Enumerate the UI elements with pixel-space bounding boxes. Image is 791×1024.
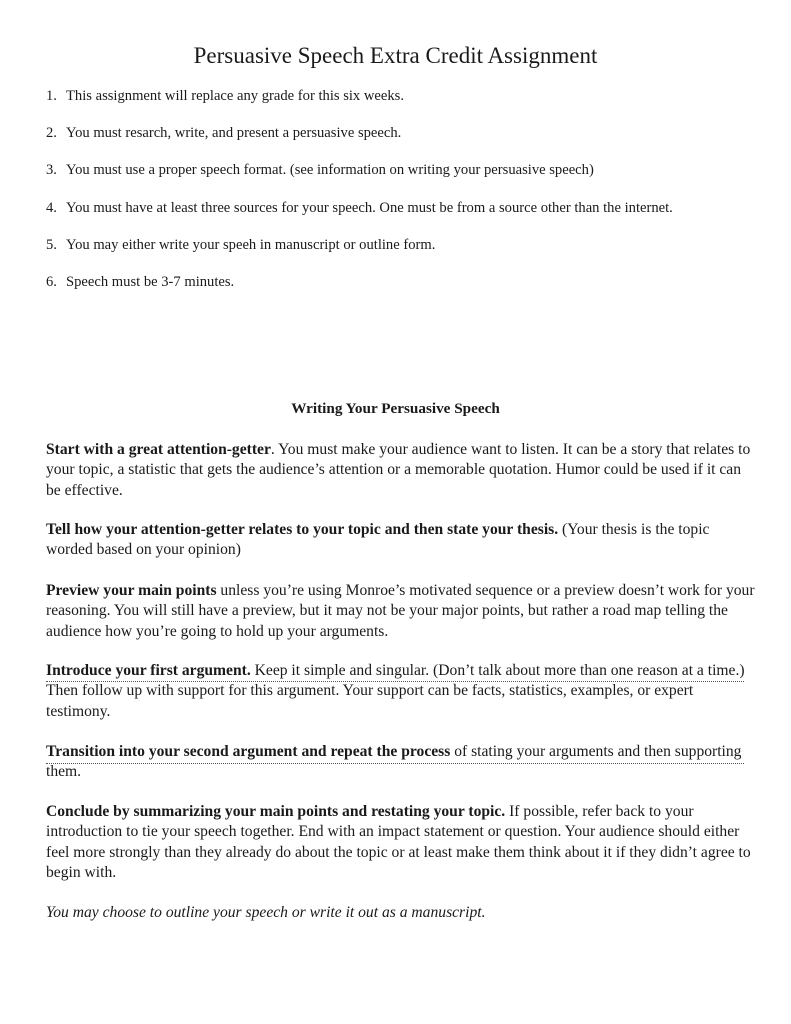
paragraph-lead: Tell how your attention-getter relates to your topic and then state your thesis.: [46, 521, 559, 538]
list-item-text: You must resarch, write, and present a persuasive speech.: [66, 125, 402, 142]
paragraph-conclusion: [46, 802, 756, 884]
list-item-number: 5.: [46, 236, 57, 253]
paragraph-body: Keep it simple and singular. (Don’t talk about more than one reason at a time.) Then follow up with support for this argument. Your support can be facts, statistics, examples, or expert testimony.: [46, 662, 745, 720]
paragraph-lead: Preview your main points: [46, 582, 217, 599]
dotted-divider: [46, 681, 744, 682]
list-item-number: 1.: [46, 88, 57, 104]
list-item-number: 4.: [46, 199, 57, 216]
list-item-text: You may either write your speeh in manuscript or outline form.: [66, 236, 436, 253]
paragraph-body: (Your thesis is the topic worded based on your opinion): [46, 521, 710, 559]
paragraph-lead: Conclude by summarizing your main points and restating your topic.: [46, 803, 506, 820]
paragraph-first-argument: [46, 661, 756, 722]
list-item-number: 3.: [46, 162, 57, 179]
paragraph-body: . You must make your audience want to listen. It can be a story that relates to your topic, a statistic that gets the audience’s attention or a memorable quotation. Humor could be used if it can be effective.: [46, 441, 751, 499]
document-title: Persuasive Speech Extra Credit Assignment: [193, 43, 598, 68]
paragraph-preview: [46, 581, 756, 642]
paragraph-thesis: [46, 520, 756, 561]
list-item-text: You must use a proper speech format. (see information on writing your persuasive speech): [66, 162, 594, 179]
list-item: [46, 123, 766, 160]
list-item: [46, 235, 766, 272]
paragraph-lead: Start with a great attention-getter: [46, 441, 271, 458]
closing-note: You may choose to outline your speech or write it out as a manuscript.: [46, 904, 486, 921]
list-item: [46, 86, 766, 123]
section-heading: Writing Your Persuasive Speech: [291, 400, 500, 417]
paragraph-body: If possible, refer back to your introduction to tie your speech together. End with an impact statement or question. Your audience should either feel more strongly than they already do about the topic or at least make them think about it if they didn’t agree to begin with.: [46, 803, 751, 882]
requirements-list: [46, 86, 766, 309]
list-item-text: Speech must be 3-7 minutes.: [66, 273, 235, 290]
paragraph-body: unless you’re using Monroe’s motivated sequence or a preview doesn’t work for your reasoning. You will still have a preview, but it may not be your major points, but rather a road map telling the audience how you’re going to hold up your arguments.: [46, 582, 755, 640]
paragraph-lead: Transition into your second argument and repeat the process: [46, 743, 451, 760]
list-item: [46, 198, 766, 235]
paragraph-body: of stating your arguments and then supporting them.: [46, 743, 742, 781]
list-item: [46, 160, 766, 197]
list-item-text: This assignment will replace any grade for this six weeks.: [66, 88, 405, 104]
paragraph-lead: Introduce your first argument.: [46, 662, 251, 679]
list-item-number: 6.: [46, 273, 57, 290]
list-item: [46, 272, 766, 309]
list-item-text: You must have at least three sources for your speech. One must be from a source other than the internet.: [66, 199, 673, 216]
dotted-divider: [46, 763, 744, 764]
list-item-number: 2.: [46, 125, 57, 142]
paragraph-attention-getter: [46, 440, 756, 501]
